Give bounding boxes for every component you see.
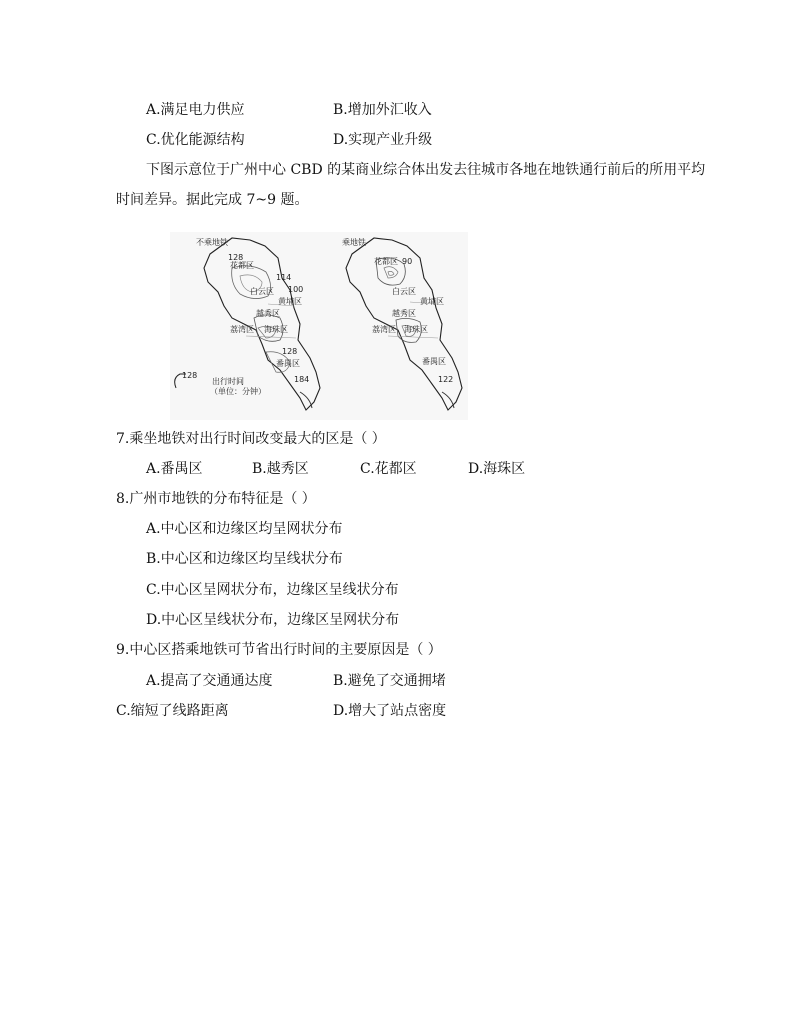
left-label-liwan: 荔湾区	[230, 325, 254, 334]
q9-option-b: B.避免了交通拥堵	[333, 673, 446, 689]
q8-option-c: C.中心区呈网状分布，边缘区呈线状分布	[146, 582, 399, 598]
guangzhou-travel-time-maps	[170, 232, 468, 420]
right-label-122: 122	[438, 375, 454, 384]
q9-stem: 9.中心区搭乘地铁可节省出行时间的主要原因是（ ）	[116, 642, 442, 658]
left-label-baiyun: 白云区	[250, 287, 274, 296]
right-label-haizhu: 海珠区	[404, 325, 428, 334]
legend-value: 128	[182, 371, 198, 380]
right-label-liwan: 荔湾区	[372, 325, 396, 334]
q8-option-b: B.中心区和边缘区均呈线状分布	[146, 551, 343, 567]
right-label-huadu: 花都区	[374, 257, 398, 266]
legend-text-2: （单位：分钟）	[210, 387, 266, 396]
left-label-114: 114	[276, 273, 292, 282]
left-label-panyu: 番禺区	[276, 359, 300, 368]
right-map-title: 乘地铁	[342, 238, 366, 247]
left-label-128-top: 128	[228, 253, 244, 262]
left-map-title: 不乘地铁	[196, 238, 228, 247]
left-label-184: 184	[294, 375, 310, 384]
option-b-prev: B.增加外汇收入	[333, 102, 432, 118]
q9-option-d: D.增大了站点密度	[333, 703, 447, 719]
left-label-huangpu: 黄埔区	[278, 297, 302, 306]
right-label-yuexiu: 越秀区	[392, 309, 416, 318]
q7-stem: 7.乘坐地铁对出行时间改变最大的区是（ ）	[116, 431, 386, 447]
right-label-huangpu: 黄埔区	[420, 297, 444, 306]
option-d-prev: D.实现产业升级	[333, 132, 433, 148]
left-label-huadu: 花都区	[230, 261, 254, 270]
map-legend	[175, 371, 266, 396]
q9-option-c: C.缩短了线路距离	[116, 703, 229, 719]
q7-option-c: C.花都区	[360, 461, 417, 477]
intro-line-2: 时间差异。据此完成 7~9 题。	[116, 192, 309, 208]
right-label-baiyun: 白云区	[392, 287, 416, 296]
q8-option-d: D.中心区呈线状分布，边缘区呈网状分布	[146, 612, 400, 628]
q7-option-b: B.越秀区	[252, 461, 309, 477]
q9-option-a: A.提高了交通通达度	[146, 673, 273, 689]
intro-line-1: 下图示意位于广州中心 CBD 的某商业综合体出发去往城市各地在地铁通行前后的所用平均	[146, 162, 706, 178]
q7-option-d: D.海珠区	[468, 461, 526, 477]
right-label-90: 90	[402, 257, 413, 266]
right-label-panyu: 番禺区	[422, 357, 446, 366]
q8-stem: 8.广州市地铁的分布特征是（ ）	[116, 491, 316, 507]
option-a-prev: A.满足电力供应	[146, 102, 245, 118]
left-label-100: 100	[288, 285, 304, 294]
left-label-haizhu: 海珠区	[264, 325, 288, 334]
option-c-prev: C.优化能源结构	[146, 132, 245, 148]
q7-option-a: A.番禺区	[146, 461, 203, 477]
legend-text-1: 出行时间	[212, 377, 244, 386]
left-label-128-mid: 128	[282, 347, 298, 356]
left-label-yuexiu: 越秀区	[256, 309, 280, 318]
q8-option-a: A.中心区和边缘区均呈网状分布	[146, 521, 343, 537]
